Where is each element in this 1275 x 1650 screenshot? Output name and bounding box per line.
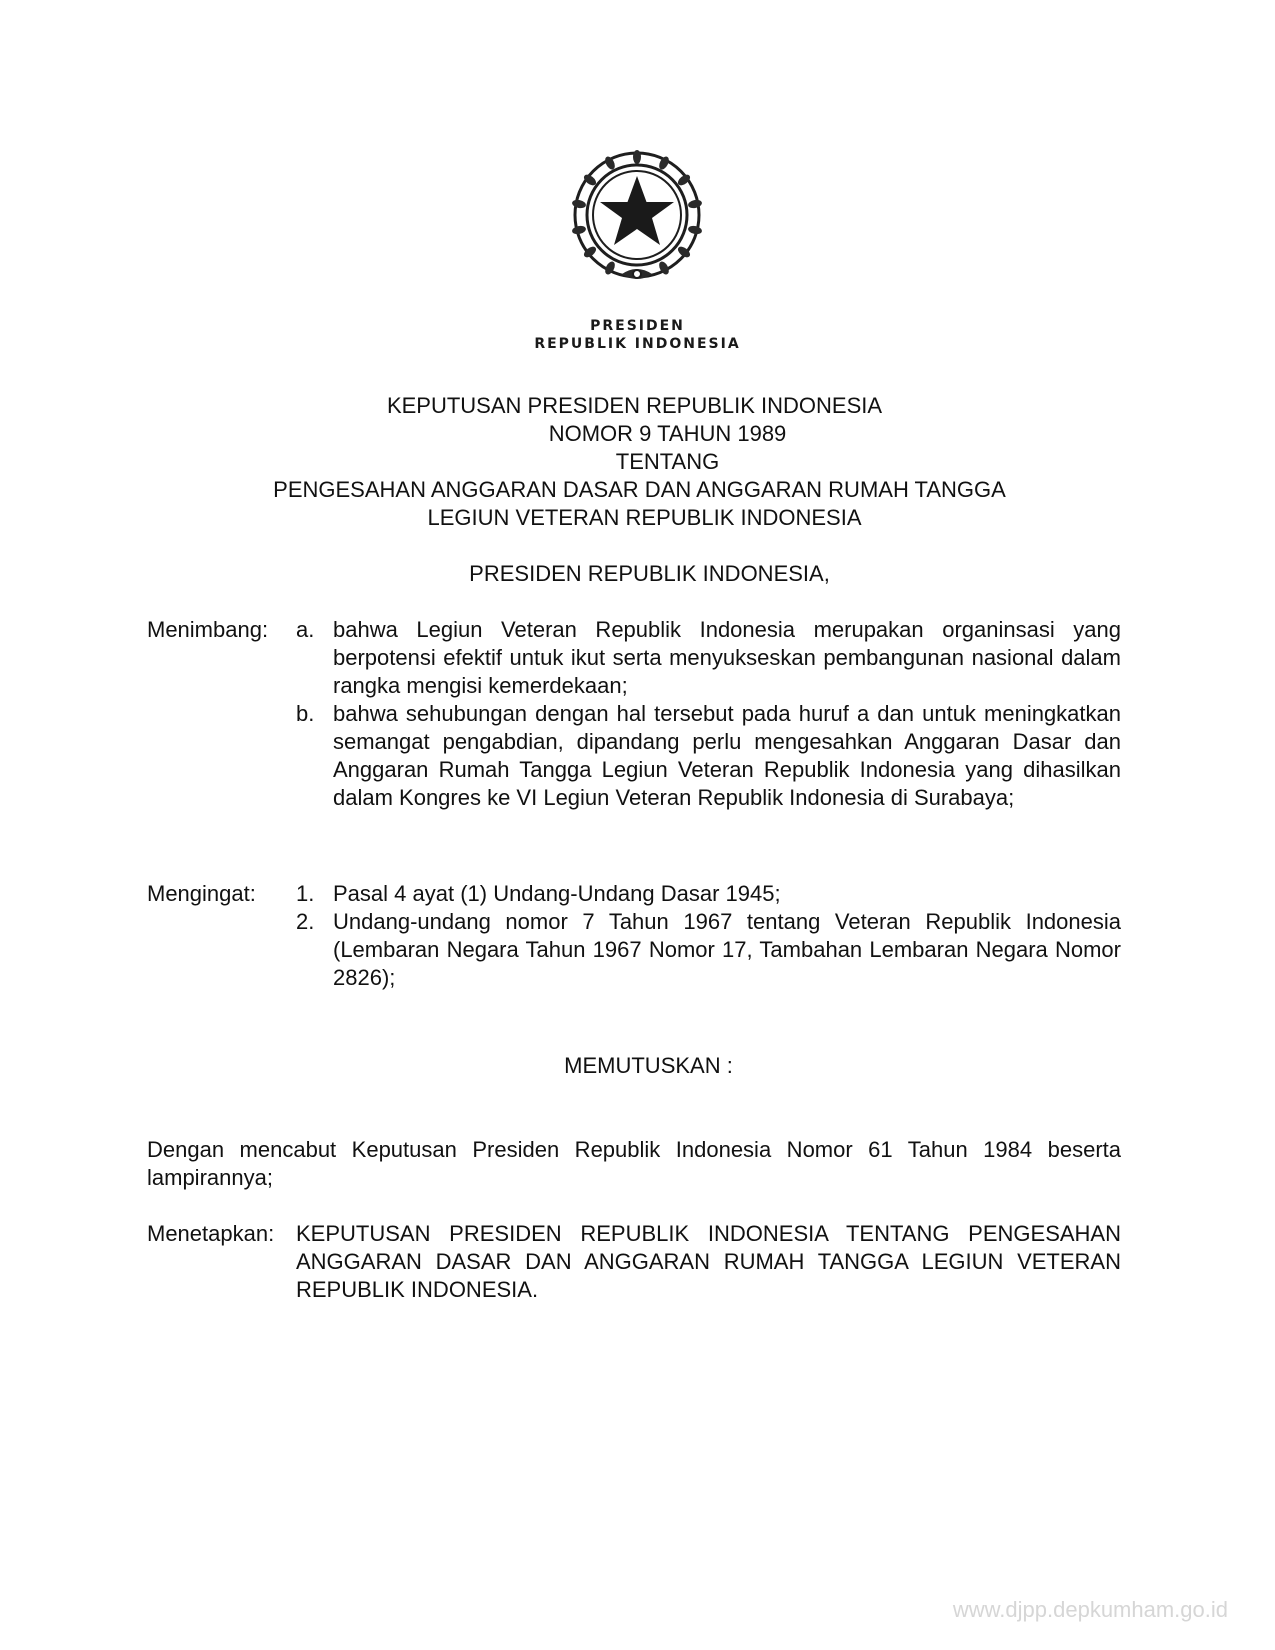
mengingat-item-marker: 2.	[296, 909, 315, 934]
menimbang-item-marker: b.	[296, 701, 315, 726]
emblem-caption-line1: PRESIDEN	[590, 318, 685, 334]
menimbang-item-text: bahwa Legiun Veteran Republik Indonesia merupakan organinsasi yang berpotensi efektif untuk ikut serta menyukseskan pembangunan nasional dalam rangka mengisi kemerdekaan;	[333, 617, 1121, 698]
mengingat-item-text: Pasal 4 ayat (1) Undang-Undang Dasar 1945;	[333, 881, 781, 906]
menetapkan-text: KEPUTUSAN PRESIDEN REPUBLIK INDONESIA TENTANG PENGESAHAN ANGGARAN DASAR DAN ANGGARAN RUMAH TANGGA LEGIUN VETERAN REPUBLIK INDONESIA.	[296, 1221, 1121, 1302]
mengingat-item-marker: 1.	[296, 881, 315, 906]
menimbang-item-text: bahwa sehubungan dengan hal tersebut pada huruf a dan untuk meningkatkan semangat pengabdian, dipandang perlu mengesahkan Anggaran Dasar dan Anggaran Rumah Tangga Legiun Veteran Republik Indonesia yang dihasilkan dalam Kongres ke VI Legiun Veteran Republik Indonesia di Surabaya;	[333, 701, 1121, 810]
menetapkan-label: Menetapkan:	[147, 1221, 275, 1246]
mengingat-label: Mengingat:	[147, 881, 256, 906]
emblem-caption-line2: REPUBLIK INDONESIA	[534, 336, 741, 352]
decree-number: NOMOR 9 TAHUN 1989	[548, 421, 787, 446]
watermark: www.djpp.depkumham.go.id	[952, 1597, 1228, 1622]
menimbang-label: Menimbang:	[147, 617, 269, 642]
revocation-clause: Dengan mencabut Keputusan Presiden Republik Indonesia Nomor 61 Tahun 1984 beserta lampirannya;	[147, 1137, 1121, 1190]
memutuskan-heading	[0, 1052, 1275, 1080]
decree-issuer: PRESIDEN REPUBLIK INDONESIA,	[469, 561, 830, 586]
memutuskan-text: MEMUTUSKAN :	[564, 1053, 733, 1078]
menimbang-item-marker: a.	[296, 617, 315, 642]
decree-subject-org: LEGIUN VETERAN REPUBLIK INDONESIA	[427, 505, 862, 530]
decree-subject: PENGESAHAN ANGGARAN DASAR DAN ANGGARAN RUMAH TANGGA	[273, 477, 1006, 502]
presidential-emblem-icon	[550, 150, 725, 290]
decree-title: KEPUTUSAN PRESIDEN REPUBLIK INDONESIA	[386, 393, 883, 418]
mengingat-item-text: Undang-undang nomor 7 Tahun 1967 tentang Veteran Republik Indonesia (Lembaran Negara Tahun 1967 Nomor 17, Tambahan Lembaran Negara Nomor 2826);	[333, 909, 1121, 990]
decree-tentang: TENTANG	[615, 449, 720, 474]
